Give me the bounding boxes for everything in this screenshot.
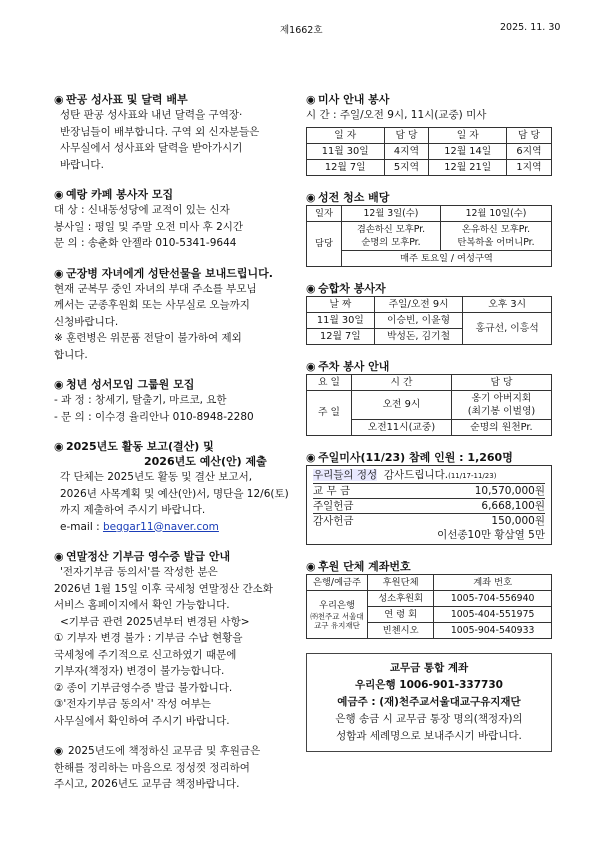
section-title: 연말정산 기부금 영수증 발급 안내: [66, 550, 231, 563]
table-cell: 탄복하올 어머니Pr.: [457, 236, 535, 248]
bullet-target-icon: ◉: [54, 378, 64, 391]
text-line: 주시고, 2026년도 교무금 책정바랍니다.: [54, 778, 240, 790]
table-header: 주일/오전 9시: [374, 296, 463, 312]
table-header: 은행/예금주: [307, 574, 368, 590]
parking-table: [306, 374, 552, 436]
bullet-target-icon: ◉: [54, 266, 64, 280]
section-military: [54, 266, 300, 364]
text-line: ※ 훈련병은 위문품 전달이 불가하여 제외: [54, 332, 242, 344]
bullet-target-icon: ◉: [54, 745, 64, 757]
bullet-target-icon: ◉: [306, 281, 316, 295]
section-title: 예랑 카페 봉사자 모집: [66, 188, 174, 201]
table-cell: 빈첸시오: [368, 622, 434, 638]
table-header: 담당: [307, 221, 342, 266]
offering-label: 감사헌금: [313, 514, 354, 527]
van-table: [306, 296, 552, 345]
bullet-target-icon: ◉: [54, 188, 64, 201]
section-title: 청년 성서모임 그룹원 모집: [66, 378, 195, 391]
issue-number: 제1662호: [280, 25, 323, 36]
table-cell: 주 일: [307, 390, 352, 435]
text-line: 2026년 1월 15일 이후 국세청 연말정산 간소화: [54, 582, 273, 595]
issue-date: 2025. 11. 30: [500, 22, 561, 33]
text-line: 기부자(책정자) 변경이 불가능합니다.: [54, 665, 225, 677]
section-title: 판공 성사표 및 달력 배부: [66, 93, 188, 106]
table-header: 날 짜: [307, 296, 375, 312]
section-youth-bible: [54, 377, 300, 425]
text-line: 신청바랍니다.: [54, 315, 119, 328]
text-line: 반장님들이 배부합니다. 구역 외 신자분들은: [60, 125, 260, 138]
section-tithe-note: [54, 743, 300, 793]
left-column: [54, 92, 300, 807]
tithe-owner: 예금주 : (재)천주교서울대교구유지재단: [337, 695, 521, 708]
text-line: 서비스 홈페이지에서 확인 가능합니다.: [54, 599, 230, 611]
bullet-target-icon: ◉: [306, 559, 316, 573]
section-report: [54, 439, 300, 535]
table-cell: 순명의 모후Pr.: [361, 236, 421, 248]
offering-extra: 이선종10만 황삼열 5만: [437, 528, 545, 541]
text-line: ③'전자기부금 동의서' 작성 여부는: [54, 698, 212, 710]
table-row: [307, 143, 552, 159]
table-cell: 매주 토요일 / 여성구역: [342, 250, 552, 266]
table-row: [307, 390, 552, 419]
table-cell: 1005-704-556940: [434, 590, 552, 606]
section-van-service: [306, 281, 552, 345]
table-header: 담 당: [451, 374, 551, 390]
text-line: 까지 제출하여 주시기 바랍니다.: [60, 504, 206, 516]
text-line: 현재 군복무 중인 자녀의 부대 주소를 부모님: [54, 282, 257, 295]
section-mass-service: [306, 92, 552, 176]
table-cell: 이승빈, 이윤형: [374, 312, 463, 328]
accounts-table: [306, 574, 552, 639]
text-line: - 과 정 : 창세기, 탈출기, 마르코, 요한: [54, 394, 227, 406]
section-title: 성전 청소 배당: [318, 190, 390, 204]
table-cell: 1지역: [506, 159, 551, 175]
right-column: [306, 92, 552, 752]
section-parking: [306, 359, 552, 436]
text-line: ① 기부자 변경 불가 : 기부금 수납 현황을: [54, 632, 243, 644]
bullet-target-icon: ◉: [54, 440, 64, 453]
section-title: 주일미사(11/23) 참례 인원 : 1,260명: [318, 450, 513, 464]
text-line: 2026년 사목계획 및 예산(안)서, 명단을 12/6(토): [60, 487, 289, 500]
section-title: 군장병 자녀에게 성탄선물을 보내드립니다.: [66, 266, 273, 280]
account-owner: ㈜천주교 서울대교구 유지재단: [310, 611, 364, 630]
text-line: 께서는 군종후원회 또는 사무실로 오늘까지: [54, 299, 250, 311]
section-cafe: [54, 187, 300, 252]
section-title: 승합차 봉사자: [318, 281, 386, 295]
section-title-line2: 2026년도 예산(안) 제출: [144, 455, 267, 468]
offering-amount: 150,000원: [491, 514, 545, 527]
text-line: 바랍니다.: [60, 158, 104, 171]
table-cell: 1005-904-540933: [434, 622, 552, 638]
table-cell: 11월 30일: [307, 312, 375, 328]
table-cell: 연 령 회: [368, 606, 434, 622]
table-header: 후원단체: [368, 574, 434, 590]
text-line: 합니다.: [54, 348, 88, 361]
mass-time: 시 간 : 주일/오전 9시, 11시(교중) 미사: [306, 109, 487, 121]
table-row: [307, 590, 552, 606]
text-line: 은행 송금 시 교무금 통장 명의(책정자)의: [335, 712, 523, 725]
table-header: 일 자: [429, 127, 507, 143]
tithe-account: 우리은행 1006-901-337730: [355, 678, 503, 691]
offering-amount: 6,668,100원: [481, 499, 545, 512]
table-cell: 12월 21일: [429, 159, 507, 175]
section-title: 미사 안내 봉사: [318, 93, 390, 106]
text-line: 국세청에 주기적으로 신고하였기 때문에: [54, 648, 237, 661]
bank-name: 우리은행: [319, 599, 355, 611]
section-title: 주차 봉사 안내: [318, 359, 390, 373]
section-offering: [306, 450, 552, 545]
tithe-account-box: [306, 653, 552, 752]
bullet-target-icon: ◉: [306, 359, 316, 373]
table-header: 일 자: [307, 127, 385, 143]
text-line: 봉사일 : 평일 및 주말 오전 미사 후 2시간: [54, 220, 244, 233]
email-label: e-mail :: [60, 520, 103, 533]
cleaning-table: [306, 205, 552, 267]
tithe-title: 교무금 통합 계좌: [389, 661, 469, 674]
table-header: 담 당: [506, 127, 551, 143]
text-line: 성탄 판공 성사표와 내년 달력을 구역장·: [60, 109, 243, 121]
table-cell: 온유하신 모후Pr.: [461, 223, 531, 235]
table-cell: 5지역: [384, 159, 429, 175]
text-line: 문 의 : 송춘화 안젤라 010-5341-9644: [54, 237, 237, 249]
table-cell: 12월 3일(수): [342, 205, 441, 221]
bullet-target-icon: ◉: [306, 93, 316, 106]
offering-thanks: 감사드립니다.: [383, 468, 449, 481]
offering-row: [313, 513, 545, 528]
offering-label: 교 무 금: [313, 484, 351, 497]
table-cell: 6지역: [506, 143, 551, 159]
offering-period: (11/17-11/23): [448, 471, 497, 480]
table-cell: 홍규선, 이흥석: [463, 312, 552, 344]
table-cell: 12월 7일: [307, 328, 375, 344]
offering-box: [306, 465, 552, 545]
text-line: 각 단체는 2025년도 활동 및 결산 보고서,: [60, 471, 253, 483]
bullet-target-icon: ◉: [54, 550, 64, 563]
section-title: 후원 단체 계좌번호: [318, 559, 411, 573]
offering-row: [313, 498, 545, 513]
section-cleaning: [306, 190, 552, 267]
text-line: 성함과 세례명으로 보내주시기 바랍니다.: [336, 729, 522, 742]
table-header: 일자: [307, 205, 342, 221]
text-line: 사무실에서 성사표와 달력을 받아가시기: [60, 142, 243, 154]
table-cell: 1005-404-551975: [434, 606, 552, 622]
offering-highlight: 우리들의 정성: [313, 468, 378, 481]
table-header: 오후 3시: [463, 296, 552, 312]
section-pangong: [54, 92, 300, 173]
bullet-target-icon: ◉: [306, 190, 316, 204]
offering-amount: 10,570,000원: [474, 484, 545, 497]
section-accounts: [306, 559, 552, 639]
text-line: 2025년도에 책정하신 교무금 및 후원금은: [68, 745, 261, 757]
table-cell: 12월 7일: [307, 159, 385, 175]
section-title: 2025년도 활동 보고(결산) 및: [66, 440, 214, 453]
email-link[interactable]: beggar11@naver.com: [102, 520, 219, 533]
table-row: [307, 312, 552, 328]
text-line: - 문 의 : 이수경 율리안나 010-8948-2280: [54, 410, 254, 423]
table-header: 담 당: [384, 127, 429, 143]
table-cell: (최기봉 이벌영): [467, 405, 536, 417]
section-tax-receipt: [54, 549, 300, 729]
table-cell: 오전 9시: [352, 390, 452, 419]
table-cell: 오전11시(교중): [352, 419, 452, 435]
text-line: <기부금 관련 2025년부터 변경된 사항>: [60, 615, 250, 628]
bullet-target-icon: ◉: [306, 450, 316, 464]
table-cell: 12월 14일: [429, 143, 507, 159]
table-header: 시 간: [352, 374, 452, 390]
offering-label: 주일헌금: [313, 499, 354, 512]
table-row: [307, 159, 552, 175]
table-cell: 11월 30일: [307, 143, 385, 159]
table-header: 계좌 번호: [434, 574, 552, 590]
table-cell: 순명의 원천Pr.: [451, 419, 551, 435]
text-line: 사무실에서 확인하여 주시기 바랍니다.: [54, 714, 230, 727]
offering-row: [313, 483, 545, 498]
table-cell: 성소후원회: [368, 590, 434, 606]
table-cell: 옹기 아버지회: [471, 392, 532, 404]
text-line: 대 상 : 신내동성당에 교적이 있는 신자: [54, 204, 230, 216]
table-cell: 박성돈, 김기철: [374, 328, 463, 344]
table-header: 요 일: [307, 374, 352, 390]
table-cell: 4지역: [384, 143, 429, 159]
mass-table: [306, 127, 552, 176]
table-cell: 겸손하신 모후Pr.: [356, 223, 426, 235]
table-cell: 12월 10일(수): [440, 205, 551, 221]
text-line: '전자기부금 동의서'를 작성한 분은: [60, 566, 218, 578]
text-line: ② 종이 기부금영수증 발급 불가합니다.: [54, 681, 233, 694]
text-line: 한해를 정리하는 마음으로 정성껏 정리하여: [54, 761, 250, 774]
bullet-target-icon: ◉: [54, 93, 64, 106]
